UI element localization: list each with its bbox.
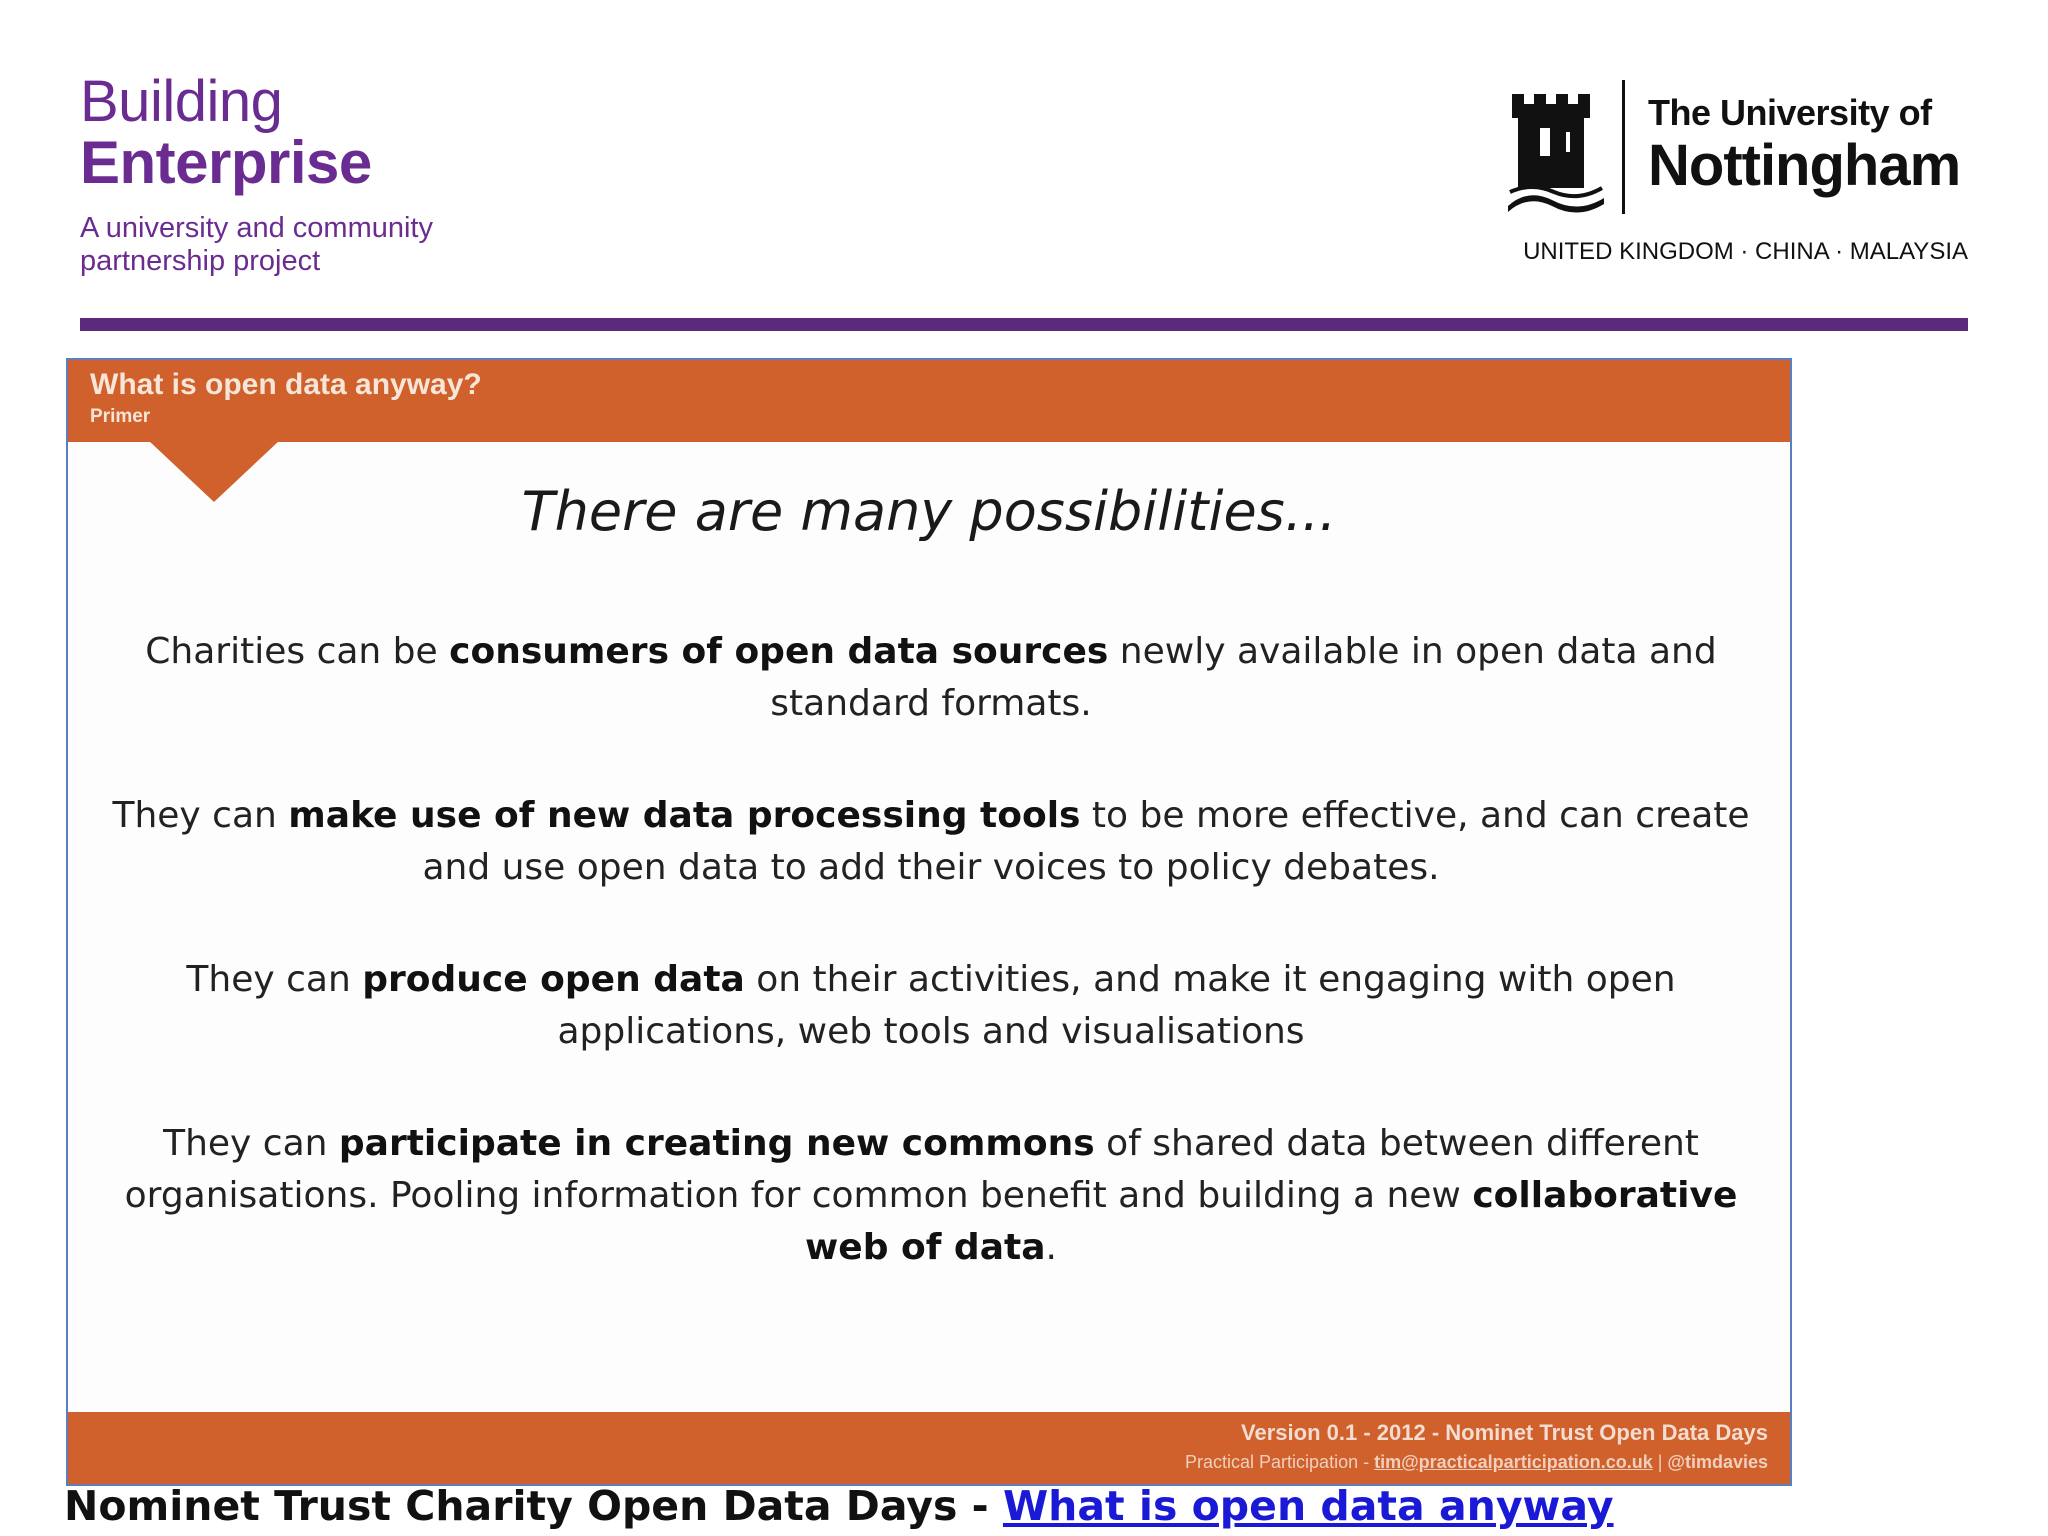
- slide-paragraph-commons: [108, 1118, 1754, 1274]
- university-name-line2: Nottingham: [1648, 133, 1961, 198]
- p3-text-bold: produce open data: [362, 959, 745, 1000]
- footer-org: Practical Participation -: [1185, 1452, 1375, 1472]
- building-enterprise-logo: [80, 69, 433, 278]
- university-name-line1: The University of: [1648, 92, 1932, 133]
- logo-tagline: [80, 212, 433, 278]
- p1-text-bold: consumers of open data sources: [449, 631, 1109, 672]
- footer-email: tim@practicalparticipation.co.uk: [1374, 1452, 1653, 1472]
- caption-link[interactable]: What is open data anyway: [1002, 1482, 1614, 1530]
- slide-subtitle: Primer: [90, 406, 151, 427]
- slide-footer-bar: [68, 1412, 1790, 1484]
- footer-handle: @timdavies: [1667, 1452, 1768, 1472]
- slide-footer-contact: [1185, 1452, 1768, 1473]
- slide-paragraph-consumers: [108, 626, 1754, 730]
- logo-word-building: Building: [80, 69, 283, 134]
- p4-text-bold2: collaborative web of data: [805, 1175, 1738, 1268]
- p4-text-bold: participate in creating new commons: [338, 1123, 1095, 1164]
- footer-separator: |: [1652, 1452, 1668, 1472]
- p4-text-post: .: [1045, 1227, 1057, 1268]
- p3-text-pre: They can: [186, 959, 363, 1000]
- slide-footer-version: Version 0.1 - 2012 - Nominet Trust Open Data Days: [1241, 1420, 1768, 1445]
- slide-caption: [64, 1482, 1614, 1530]
- castle-crest-icon: [1508, 88, 1604, 218]
- caption-text: Nominet Trust Charity Open Data Days -: [64, 1482, 1003, 1530]
- p2-text-pre: They can: [112, 795, 289, 836]
- p4-text-pre: They can: [163, 1123, 339, 1164]
- header-divider: [80, 318, 1968, 331]
- p3-text-post: on their activities, and make it engaging with open applications, web tools and visualisations: [557, 959, 1676, 1052]
- p2-text-post: to be more effective, and can create and use open data to add their voices to policy debates.: [422, 795, 1750, 888]
- p1-text-post: newly available in open data and standard formats.: [770, 631, 1717, 724]
- logo-word-enterprise: Enterprise: [80, 129, 372, 196]
- slide-image: [66, 358, 1792, 1486]
- slide-heading: There are many possibilities...: [521, 480, 1337, 543]
- slide-title: What is open data anyway?: [90, 368, 482, 401]
- university-logo: [1508, 80, 1968, 280]
- p4-text-mid: of shared data between different organisations. Pooling information for common benefit and building a new: [124, 1123, 1699, 1216]
- slide-paragraph-produce: [108, 954, 1754, 1058]
- logo-tagline-line2: partnership project: [80, 245, 321, 277]
- logo-tagline-line1: A university and community: [80, 212, 433, 244]
- university-countries: UNITED KINGDOM · CHINA · MALAYSIA: [1523, 238, 1968, 265]
- p1-text-pre: Charities can be: [145, 631, 450, 672]
- slide-paragraph-tools: [108, 790, 1754, 894]
- logo-divider: [1622, 80, 1625, 214]
- p2-text-bold: make use of new data processing tools: [288, 795, 1081, 836]
